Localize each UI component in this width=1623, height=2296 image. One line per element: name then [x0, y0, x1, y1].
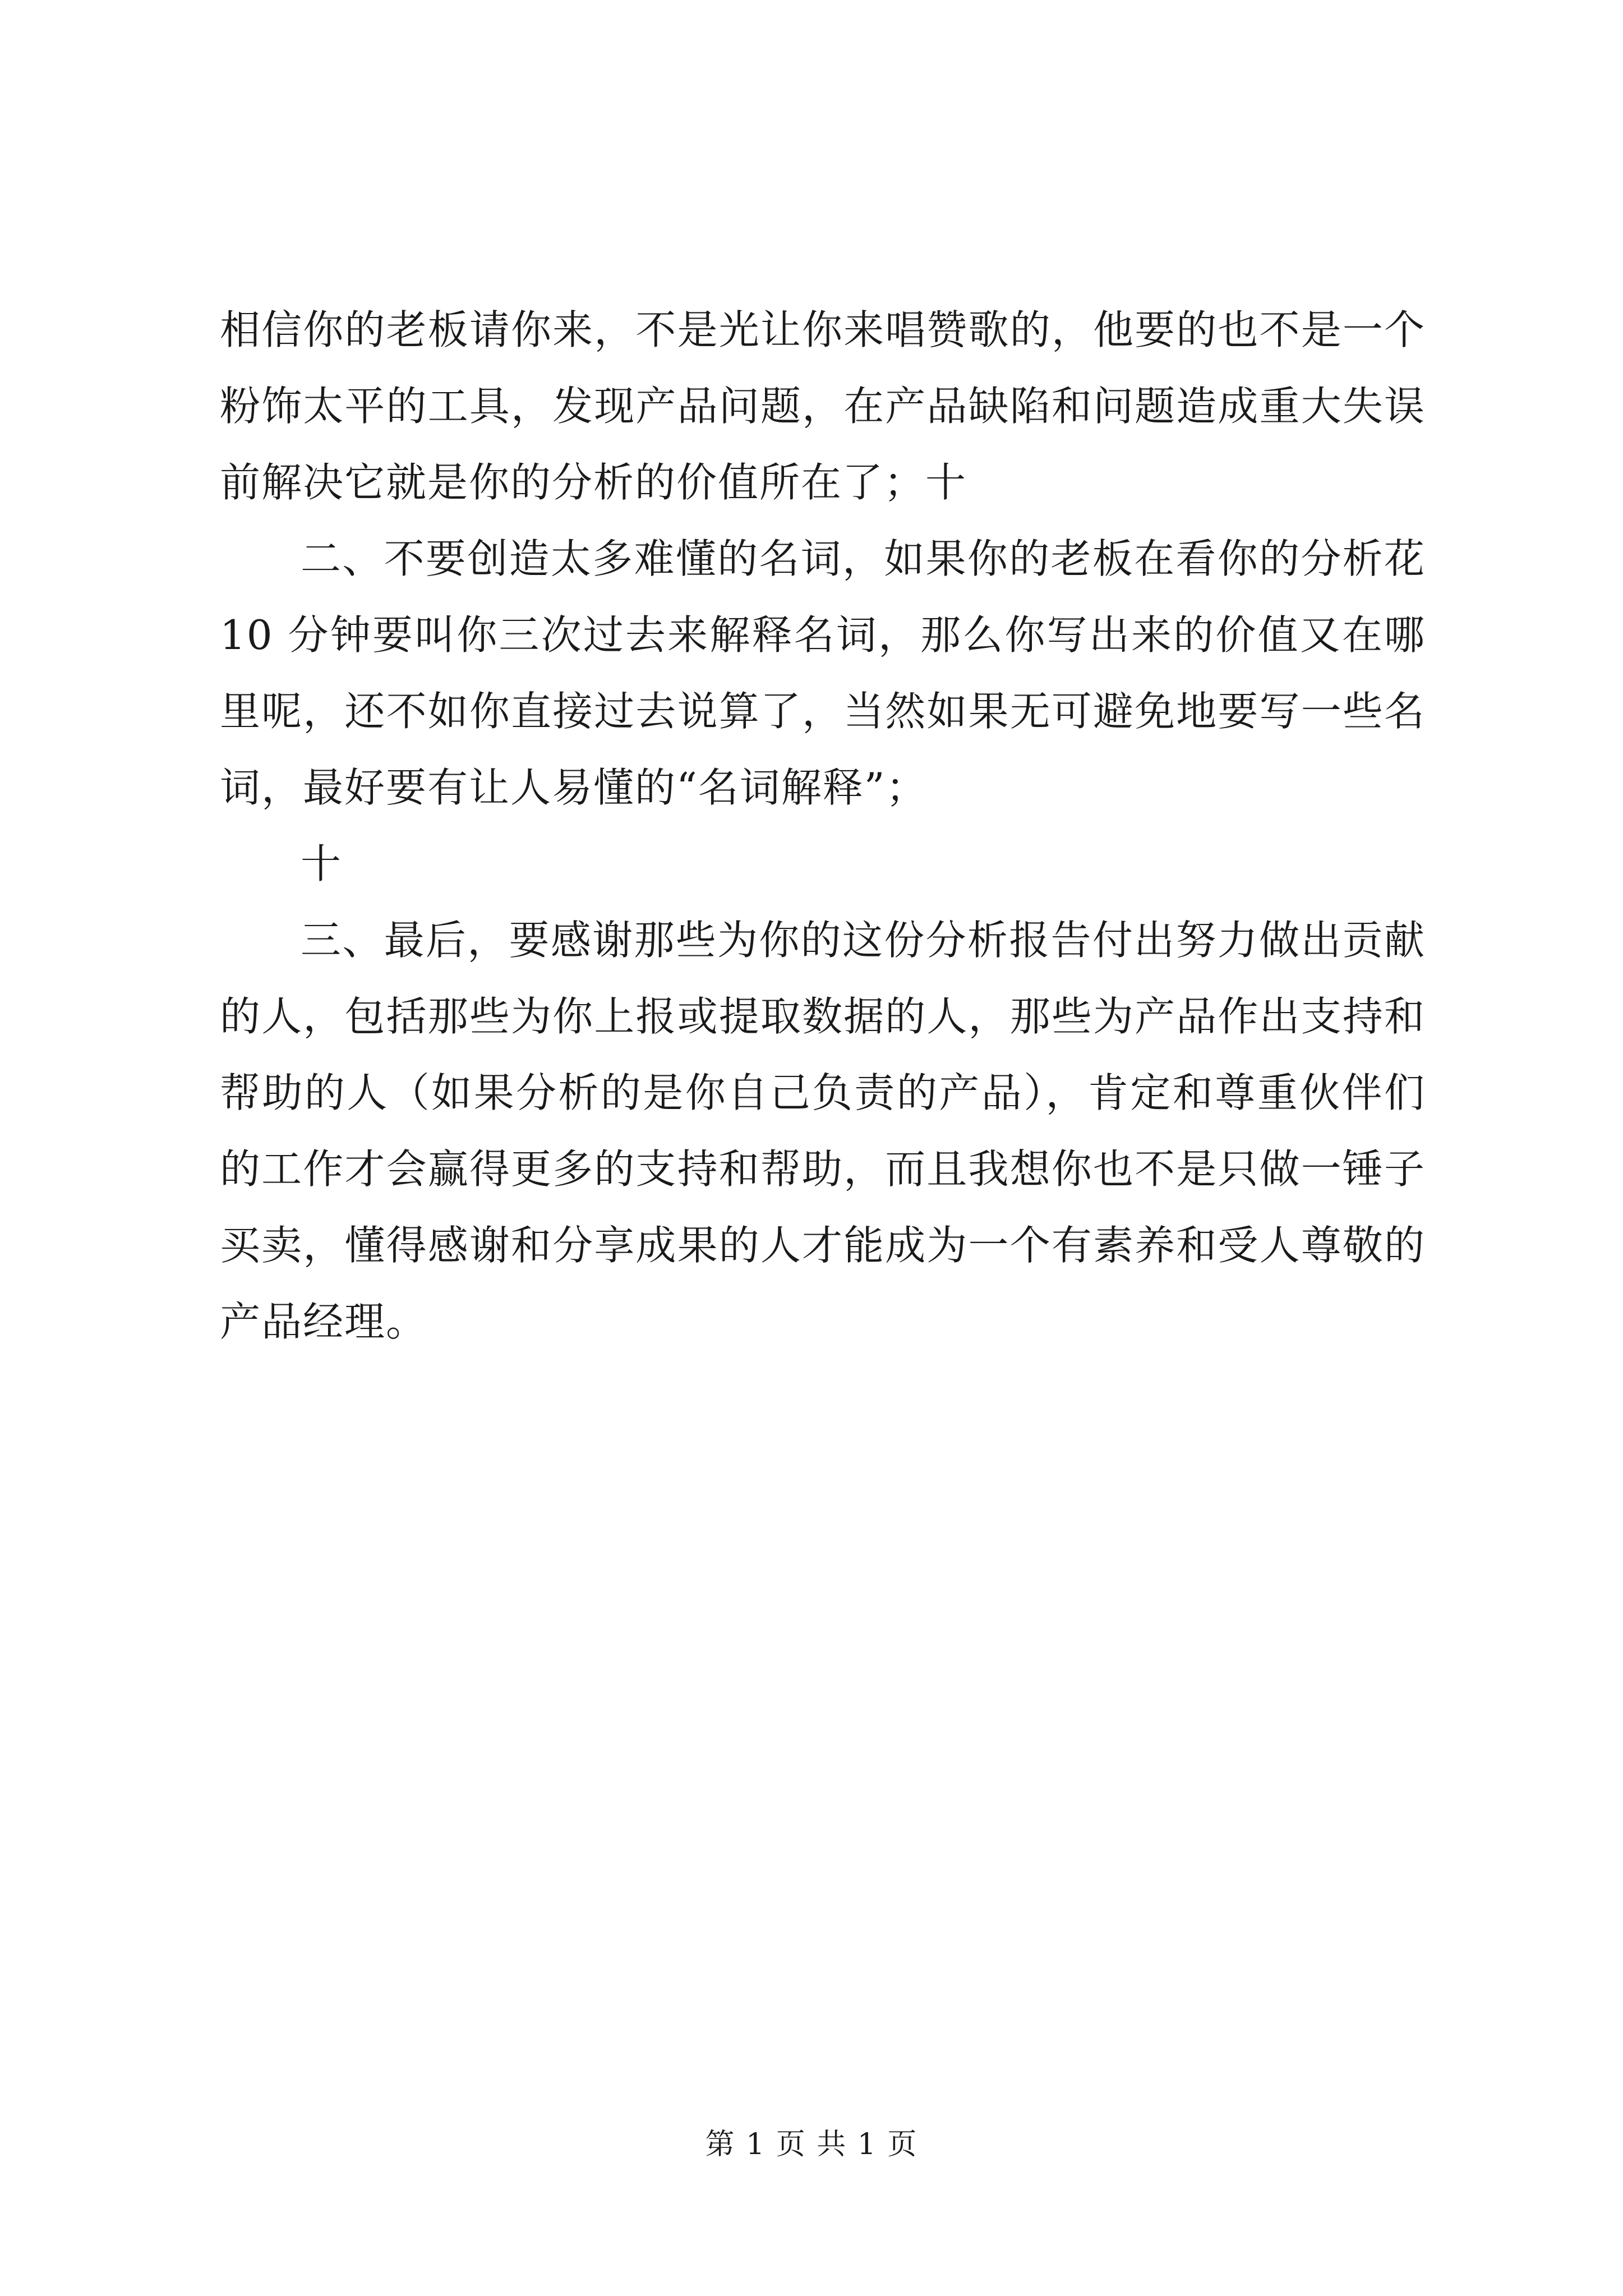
document-body [220, 292, 1426, 1360]
page-footer: 第 1 页 共 1 页 [705, 2128, 918, 2161]
paragraph-3: 十 [301, 840, 343, 887]
paragraph-2: 二、不要创造太多难懂的名词，如果你的老板在看你的分析花 10 分钟要叫你三次过去来解释名词，那么你写出来的价值又在哪里呢，还不如你直接过去说算了，当然如果无可避免地要写一些名词，最好要有让人易懂的“名词解释”； [220, 535, 1426, 811]
paragraph-1: 相信你的老板请你来，不是光让你来唱赞歌的，他要的也不是一个粉饰太平的工具，发现产品问题，在产品缺陷和问题造成重大失误前解决它就是你的分析的价值所在了；十 [220, 306, 1426, 506]
paragraph-4: 三、最后，要感谢那些为你的这份分析报告付出努力做出贡献的人，包括那些为你上报或提取数据的人，那些为产品作出支持和帮助的人（如果分析的是你自己负责的产品），肯定和尊重伙伴们的工作才会赢得更多的支持和帮助，而且我想你也不是只做一锤子买卖，懂得感谢和分享成果的人才能成为一个有素养和受人尊敬的产品经理。 [220, 917, 1426, 1345]
